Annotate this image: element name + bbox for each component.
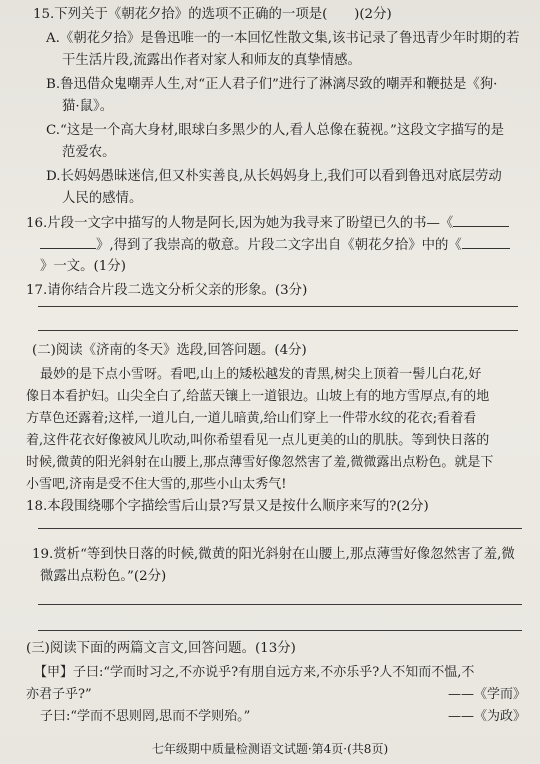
passage-line-6: 小雪吧,济南是受不住大雪的,那些小山太秀气! [26,477,287,492]
section3-heading: (三)阅读下面的两篇文言文,回答问题。(13分) [26,641,296,656]
jia-source-2: ——《为政》 [448,709,527,724]
jia-line-3: 子曰:“学而不思则罔,思而不学则殆。” [40,709,251,724]
jia-line-1: 【甲】子曰:“学而时习之,不亦说乎?有朋自远方来,不亦乐乎?人不知而不愠,不 [34,665,475,680]
section2-heading: (二)阅读《济南的冬天》选段,回答问题。(4分) [32,343,307,358]
q15-option-a-line2: 干生活片段,流露出作者对家人和师友的真挚情感。 [62,53,361,68]
q19-answer-line-1[interactable] [38,604,522,605]
q16-text-1: 16.片段一文字中描写的人物是阿长,因为她为我寻来了盼望已久的书—《 [26,216,454,231]
q18-answer-line[interactable] [38,528,522,529]
q16-text-2: 》,得到了我崇高的敬意。片段二文字出自《朝花夕拾》中的《 [96,238,462,253]
q19-answer-line-2[interactable] [38,630,522,631]
q16-answer-blank-1[interactable] [453,214,509,227]
q16-line3: 》一文。(1分) [40,259,126,274]
jia-line-2: 亦君子乎?” [26,687,92,702]
passage-line-4: 着,这件花衣好像被风儿吹动,叫你希望看见一点儿更美的山的肌肤。等到快日落的 [26,433,490,448]
q15-option-c-line2: 范爱农。 [62,145,116,160]
q15-option-d-line1: D.长妈妈愚昧迷信,但又朴实善良,从长妈妈身上,我们可以看到鲁迅对底层劳动 [46,169,502,184]
q15-option-c-line1: C.“这是一个高大身材,眼球白多黑少的人,看人总像在藐视。”这段文字描写的是 [46,123,505,138]
passage-line-2: 像日本看护妇。山尖全白了,给蓝天镶上一道银边。山坡上有的地方雪厚点,有的地 [26,389,490,404]
q19-line1: 19.赏析“等到快日落的时候,微黄的阳光斜射在山腰上,那点薄雪好像忽然害了羞,微 [32,547,515,562]
q15-option-b-line2: 猫·鼠》。 [62,99,114,114]
q17-answer-line-2[interactable] [38,330,518,331]
q16-answer-blank-2[interactable] [462,236,510,249]
jia-source-1: ——《学而》 [448,687,527,702]
q16-answer-blank-1-cont[interactable] [40,236,96,249]
q15-option-a-line1: A.《朝花夕拾》是鲁迅唯一的一本回忆性散文集,该书记录了鲁迅青少年时期的若 [46,31,520,46]
q17-answer-line-1[interactable] [38,306,518,307]
q16-line2 [40,236,510,255]
passage-line-5: 时候,微黄的阳光斜射在山腰上,那点薄雪好像忽然害了羞,微微露出点粉色。就是下 [26,455,494,470]
passage-line-3: 方草色还露着;这样,一道儿白,一道儿暗黄,给山们穿上一件带水纹的花衣;看着看 [26,411,477,426]
passage-line-1: 最妙的是下点小雪呀。看吧,山上的矮松越发的青黑,树尖上顶着一髻儿白花,好 [40,367,482,382]
q16-line1 [26,214,509,233]
q15-option-b-line1: B.鲁迅借众鬼嘲弄人生,对“正人君子们”进行了淋漓尽致的嘲弄和鞭挞是《狗· [46,77,498,92]
q17-stem: 17.请你结合片段二选文分析父亲的形象。(3分) [26,283,308,298]
q15-option-d-line2: 人民的感情。 [62,191,143,206]
q15-stem: 15.下列关于《朝花夕拾》的选项不正确的一项是( )(2分) [33,7,392,22]
page-footer: 七年级期中质量检测语文试题·第4页·(共8页) [151,742,389,756]
q18-stem: 18.本段围绕哪个字描绘雪后山景?写景又是按什么顺序来写的?(2分) [26,499,429,514]
q19-line2: 微露出点粉色。”(2分) [40,569,167,584]
